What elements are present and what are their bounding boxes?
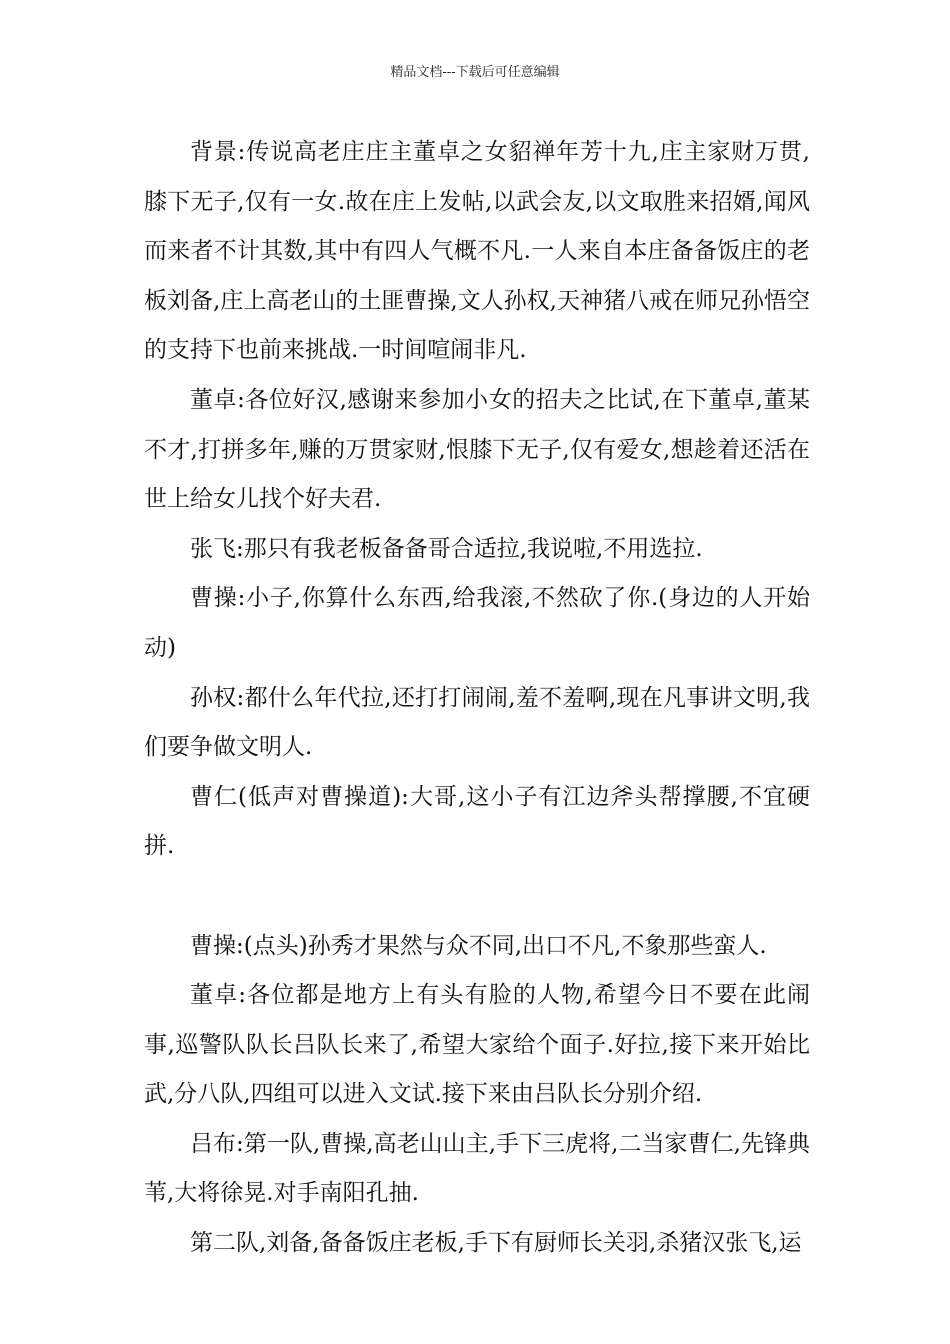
- paragraph-background: 背景:传说高老庄庄主董卓之女貂禅年芳十九,庄主家财万贯,膝下无子,仅有一女.故在庄上发帖,以武会友,以文取胜来招婿,闻风而来者不计其数,其中有四人气概不凡.一人来自本庄备备饭庄的老板刘备,庄上高老山的土匪曹操,文人孙权,天神猪八戒在师兄孙悟空的支持下也前来挑战.一时间喧闹非凡.: [144, 139, 810, 364]
- paragraph-lvbu: 吕布:第一队,曹操,高老山山主,手下三虎将,二当家曹仁,先锋典苇,大将徐晃.对手南阳孔抽.: [144, 1130, 810, 1207]
- paragraph-caocao-1: 曹操:小子,你算什么东西,给我滚,不然砍了你.(身边的人开始动): [144, 585, 810, 661]
- paragraph-gap: [144, 872, 810, 922]
- paragraph-caoren: 曹仁(低声对曹操道):大哥,这小子有江边斧头帮撑腰,不宜硬拼.: [144, 783, 810, 860]
- paragraph-zhangfei: 张飞:那只有我老板备备哥合适拉,我说啦,不用选拉.: [190, 535, 703, 562]
- page-header: 精品文档---下载后可任意编辑: [390, 65, 560, 80]
- paragraph-sunquan: 孙权:都什么年代拉,还打打闹闹,羞不羞啊,现在凡事讲文明,我们要争做文明人.: [144, 684, 810, 761]
- document-body: [144, 128, 810, 1269]
- paragraph-caocao-2: 曹操:(点头)孙秀才果然与众不同,出口不凡,不象那些蛮人.: [190, 932, 767, 959]
- paragraph-team-two: 第二队,刘备,备备饭庄老板,手下有厨师长关羽,杀猪汉张飞,运: [190, 1230, 802, 1257]
- paragraph-dongzhuo-1: 董卓:各位好汉,感谢来参加小女的招夫之比试,在下董卓,董某不才,打拼多年,赚的万贯家财,恨膝下无子,仅有爱女,想趁着还活在世上给女儿找个好夫君.: [144, 386, 810, 513]
- paragraph-dongzhuo-2: 董卓:各位都是地方上有头有脸的人物,希望今日不要在此闹事,巡警队队长吕队长来了,希望大家给个面子.好拉,接下来开始比武,分八队,四组可以进入文试.接下来由吕队长分别介绍.: [144, 982, 810, 1108]
